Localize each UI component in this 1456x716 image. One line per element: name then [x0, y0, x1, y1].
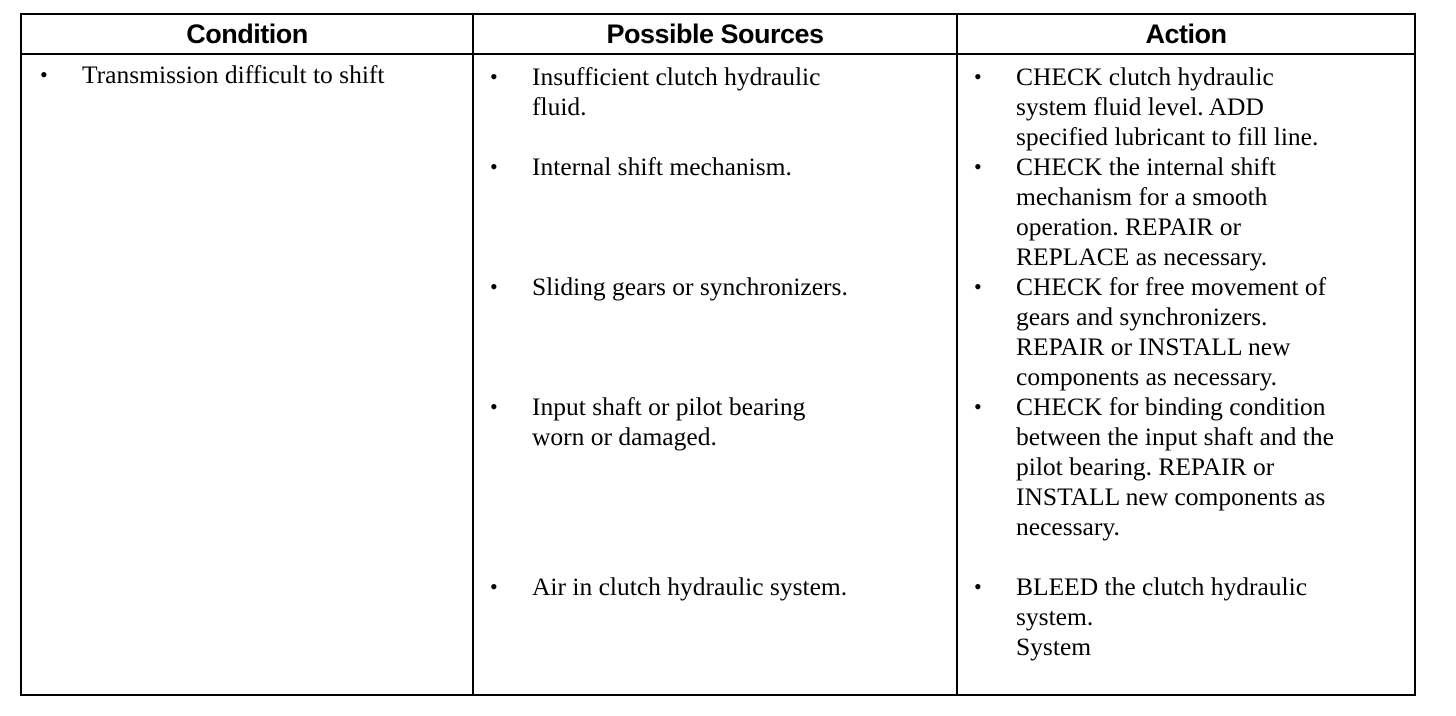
- bullet-icon: •: [490, 154, 498, 179]
- source-text-1: Insufficient clutch hydraulic fluid.: [532, 62, 821, 121]
- column-divider-2: [956, 13, 958, 696]
- source-text-3: Sliding gears or synchronizers.: [532, 272, 848, 301]
- action-text-5: BLEED the clutch hydraulic system. System: [1016, 572, 1308, 661]
- bullet-icon: •: [974, 574, 982, 599]
- action-text-3: CHECK for free movement of gears and synchronizers. REPAIR or INSTALL new components as necessary.: [1016, 272, 1327, 391]
- bullet-icon: •: [490, 394, 498, 419]
- column-divider-1: [472, 13, 474, 696]
- header-divider: [20, 53, 1416, 55]
- bullet-icon: •: [490, 574, 498, 599]
- action-text-4: CHECK for binding condition between the input shaft and the pilot bearing. REPAIR or INSTALL new components as necessary.: [1016, 392, 1334, 541]
- condition-text: Transmission difficult to shift: [82, 60, 385, 89]
- bullet-icon: •: [490, 274, 498, 299]
- header-action: Action: [1145, 18, 1227, 49]
- bullet-icon: •: [974, 274, 982, 299]
- bullet-icon: •: [974, 64, 982, 89]
- source-text-4: Input shaft or pilot bearing worn or damaged.: [532, 392, 806, 451]
- bullet-icon: •: [490, 64, 498, 89]
- action-text-1: CHECK clutch hydraulic system fluid level. ADD specified lubricant to fill line.: [1016, 62, 1319, 151]
- bullet-icon: •: [974, 394, 982, 419]
- source-text-5: Air in clutch hydraulic system.: [532, 572, 848, 601]
- header-possible-sources: Possible Sources: [606, 18, 824, 49]
- bullet-icon: •: [40, 62, 48, 87]
- bullet-icon: •: [974, 154, 982, 179]
- header-condition: Condition: [186, 18, 308, 49]
- source-text-2: Internal shift mechanism.: [532, 152, 792, 181]
- action-text-2: CHECK the internal shift mechanism for a smooth operation. REPAIR or REPLACE as necessary.: [1016, 152, 1276, 271]
